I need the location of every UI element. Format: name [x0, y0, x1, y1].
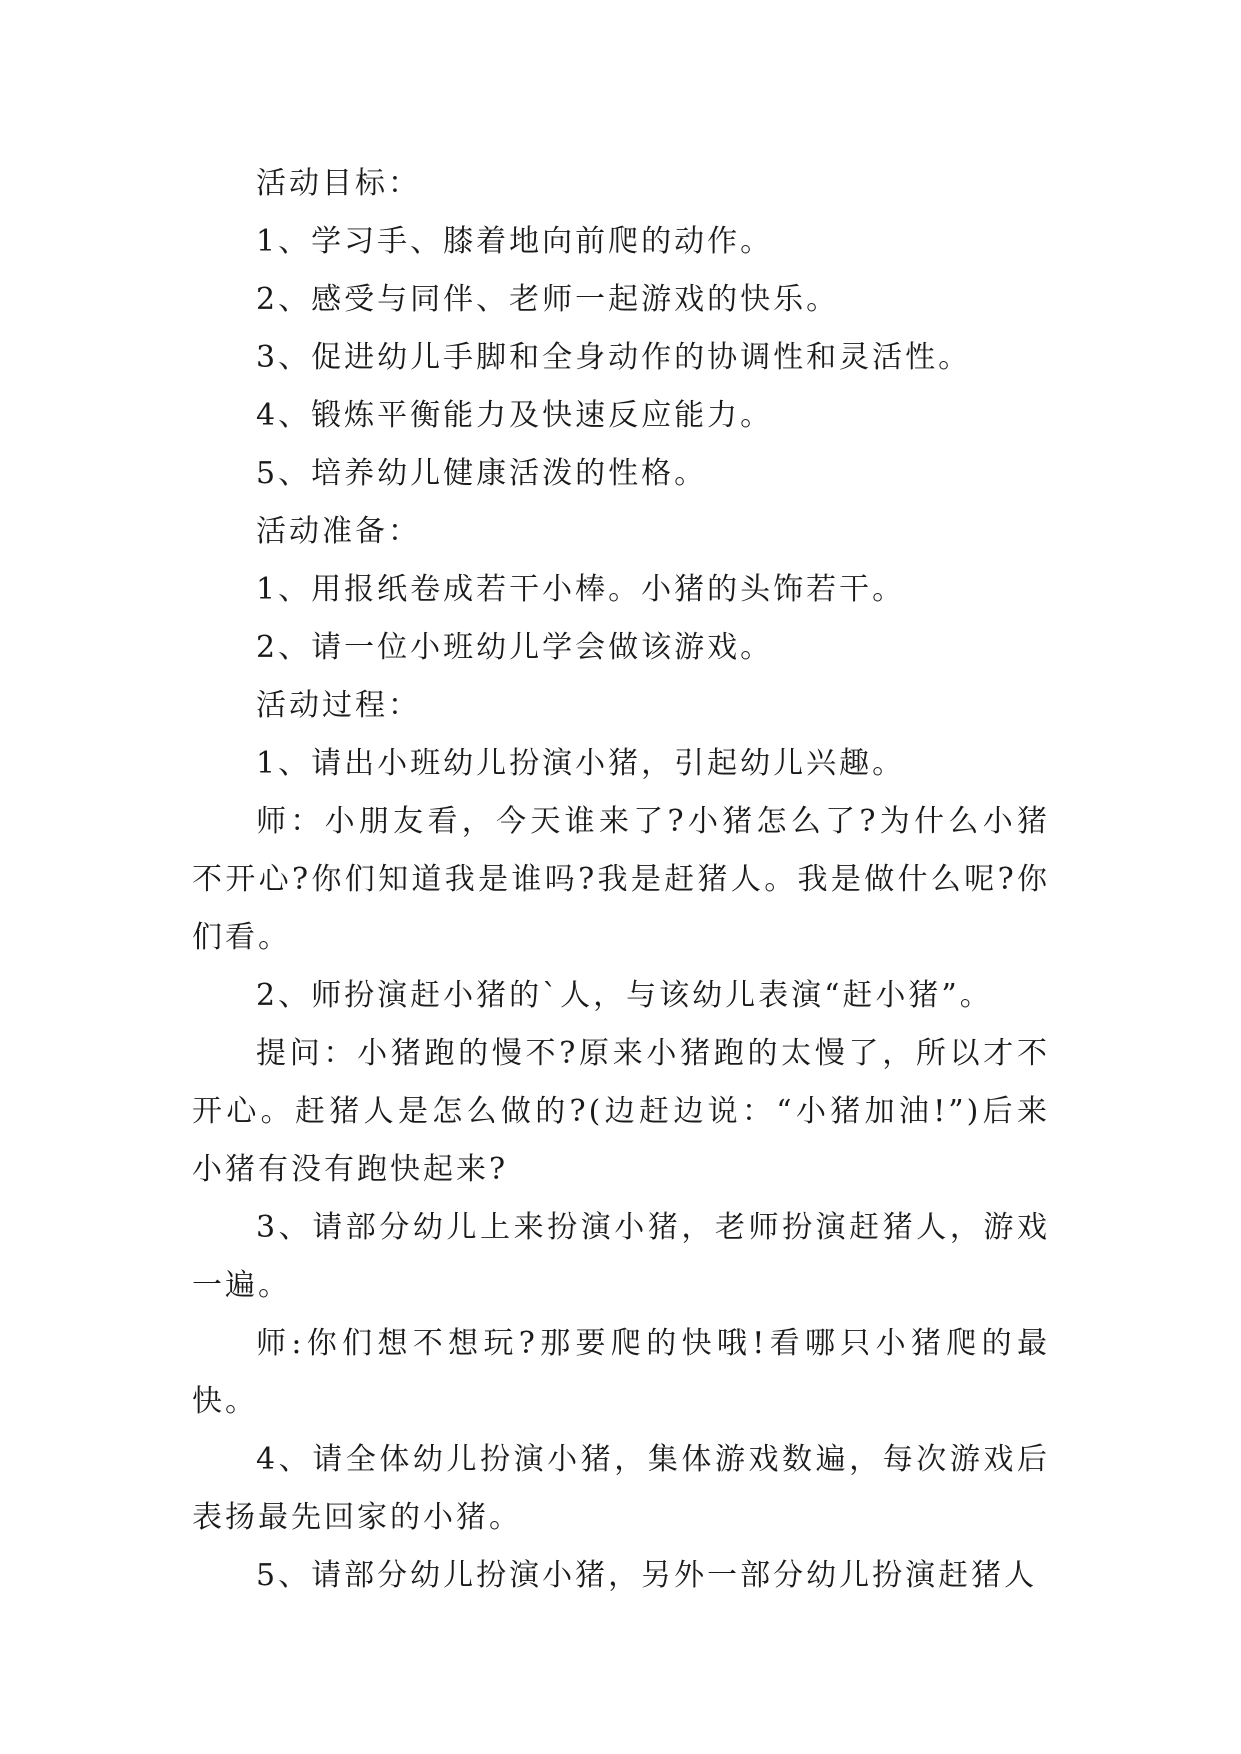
goal-item-1: 1、学习手、膝着地向前爬的动作。: [256, 224, 774, 259]
process-step-1: 1、请出小班幼儿扮演小猪，引起幼儿兴趣。: [256, 746, 906, 781]
document-body: [192, 155, 1050, 1605]
teacher-dialogue-2: 师:你们想不想玩?那要爬的快哦!看哪只小猪爬的最快。: [192, 1326, 1050, 1419]
goal-item-2: 2、感受与同伴、老师一起游戏的快乐。: [256, 282, 840, 317]
heading-activity-preparation: 活动准备：: [256, 514, 421, 549]
preparation-item-1: 1、用报纸卷成若干小棒。小猪的头饰若干。: [256, 572, 906, 607]
process-step-4: 4、请全体幼儿扮演小猪，集体游戏数遍，每次游戏后表扬最先回家的小猪。: [192, 1442, 1050, 1535]
goal-item-4: 4、锻炼平衡能力及快速反应能力。: [256, 398, 774, 433]
heading-activity-process: 活动过程：: [256, 688, 421, 723]
goal-item-5: 5、培养幼儿健康活泼的性格。: [256, 456, 708, 491]
process-step-2: 2、师扮演赶小猪的`人，与该幼儿表演“赶小猪”。: [256, 978, 993, 1013]
teacher-dialogue-1: 师：小朋友看，今天谁来了?小猪怎么了?为什么小猪不开心?你们知道我是谁吗?我是赶猪人。我是做什么呢?你们看。: [192, 804, 1050, 955]
heading-activity-goals: 活动目标：: [256, 166, 421, 201]
preparation-item-2: 2、请一位小班幼儿学会做该游戏。: [256, 630, 774, 665]
process-step-3: 3、请部分幼儿上来扮演小猪，老师扮演赶猪人，游戏一遍。: [192, 1210, 1050, 1303]
process-step-5: 5、请部分幼儿扮演小猪，另外一部分幼儿扮演赶猪人: [256, 1558, 1038, 1593]
question-paragraph: 提问：小猪跑的慢不?原来小猪跑的太慢了，所以才不开心。赶猪人是怎么做的?(边赶边说：“小猪加油!”)后来小猪有没有跑快起来?: [192, 1036, 1050, 1187]
goal-item-3: 3、促进幼儿手脚和全身动作的协调性和灵活性。: [256, 340, 972, 375]
